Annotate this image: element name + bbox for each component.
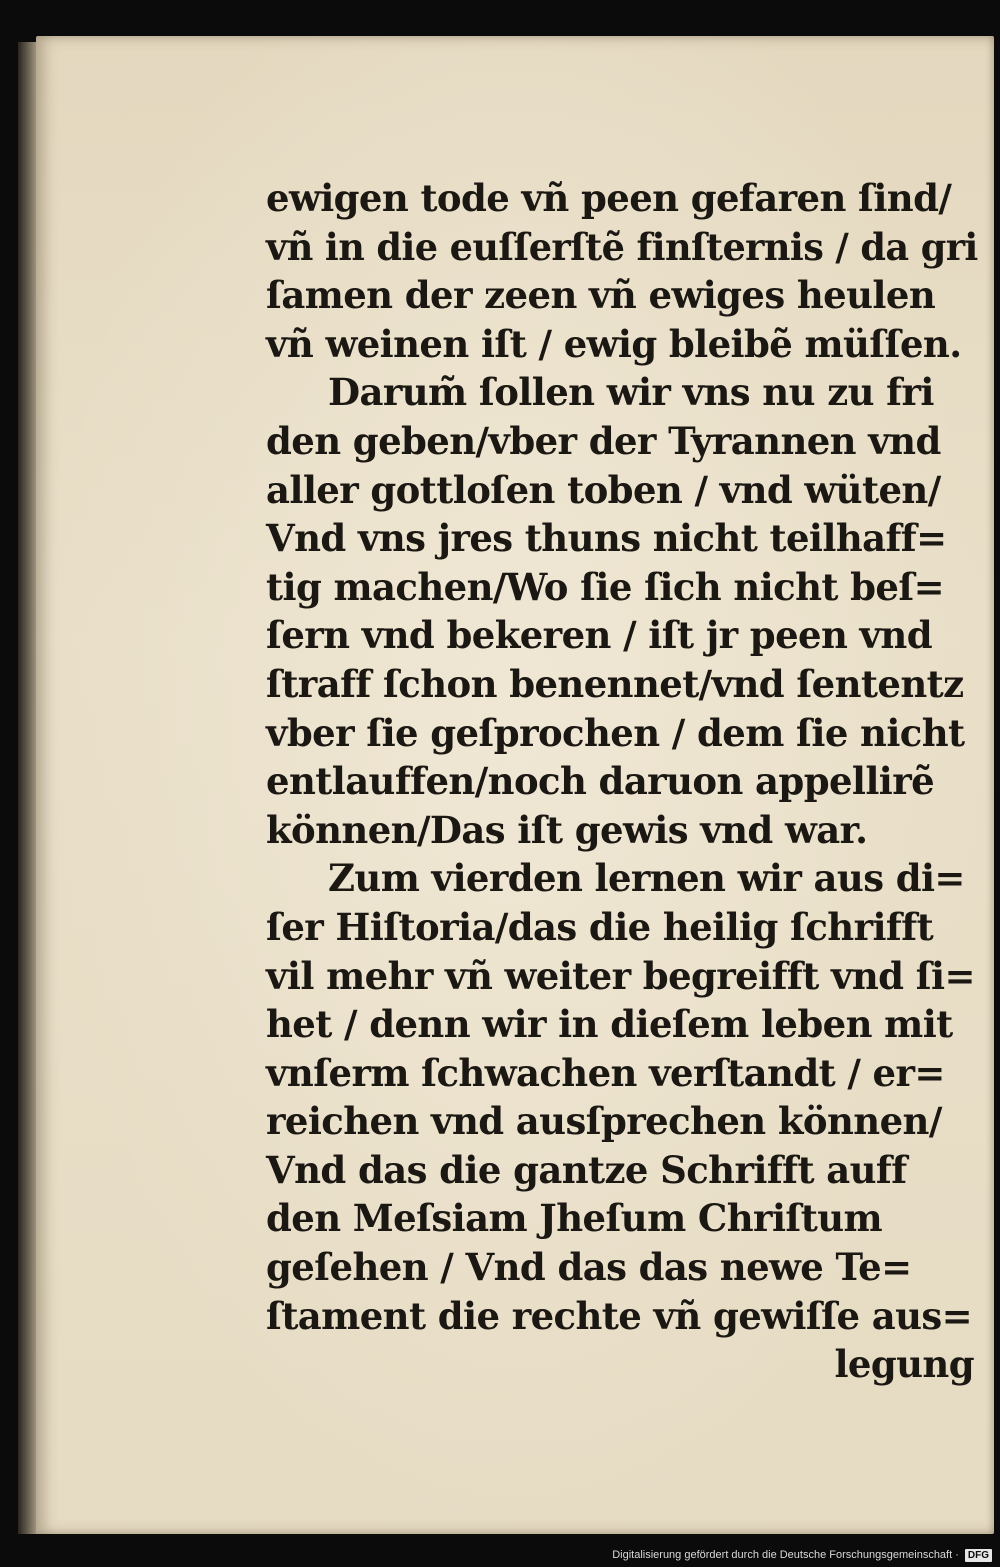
text-line: het / denn wir in dieſem leben mit [266,1002,953,1047]
text-line: Darum̃ ſollen wir vns nu zu fri [328,370,934,415]
text-line: entlauffen/noch daruon appellirẽ [266,759,935,804]
text-line: den Meſsiam Jheſum Chriſtum [266,1196,883,1241]
text-line: ſtraff ſchon benennet/vnd ſententz [266,661,964,706]
text-line: vnſerm ſchwachen verſtandt / er= [266,1050,945,1095]
text-line: geſehen / Vnd das das newe Te= [266,1245,912,1290]
text-line: Vnd vns jres thuns nicht teilhaff= [266,516,947,561]
book-page [36,36,994,1534]
text-line: ſamen der zeen vñ ewiges heulen [266,273,936,318]
text-line: Zum vierden lernen wir aus di= [328,856,965,901]
text-block [266,174,978,1389]
text-line: vñ in die euſſerſtẽ finſternis / da gri [266,224,978,269]
text-line: tig machen/Wo ſie ſich nicht beſ= [266,564,945,609]
credit-text: Digitalisierung gefördert durch die Deutsche Forschungsgemeinschaft · [612,1549,959,1561]
digitization-credit [612,1547,992,1563]
text-line: ewigen tode vñ peen gefaren ſind/ [266,176,952,220]
text-line: Vnd das die gantze Schrifft auff [266,1147,907,1192]
dfg-logo: DFG [965,1549,992,1562]
text-line: ſer Hiſtoria/das die heilig ſchrifft [266,904,934,949]
text-line: können/Das iſt gewis vnd war. [266,807,868,852]
text-line: aller gottloſen toben / vnd wüten/ [266,467,941,512]
catchword: legung [834,1342,974,1387]
text-line: ſern vnd bekeren / iſt jr peen vnd [266,613,932,658]
text-line: ſtament die rechte vñ gewiſſe aus= [266,1293,973,1338]
text-line: den geben/vber der Tyrannen vnd [266,418,941,463]
text-line: vil mehr vñ weiter begreifft vnd ſi= [266,953,975,998]
text-line: reichen vnd ausſprechen können/ [266,1099,942,1144]
text-line: vñ weinen iſt / ewig bleibẽ müſſen. [266,321,962,366]
text-line: vber ſie geſprochen / dem ſie nicht [266,710,965,755]
